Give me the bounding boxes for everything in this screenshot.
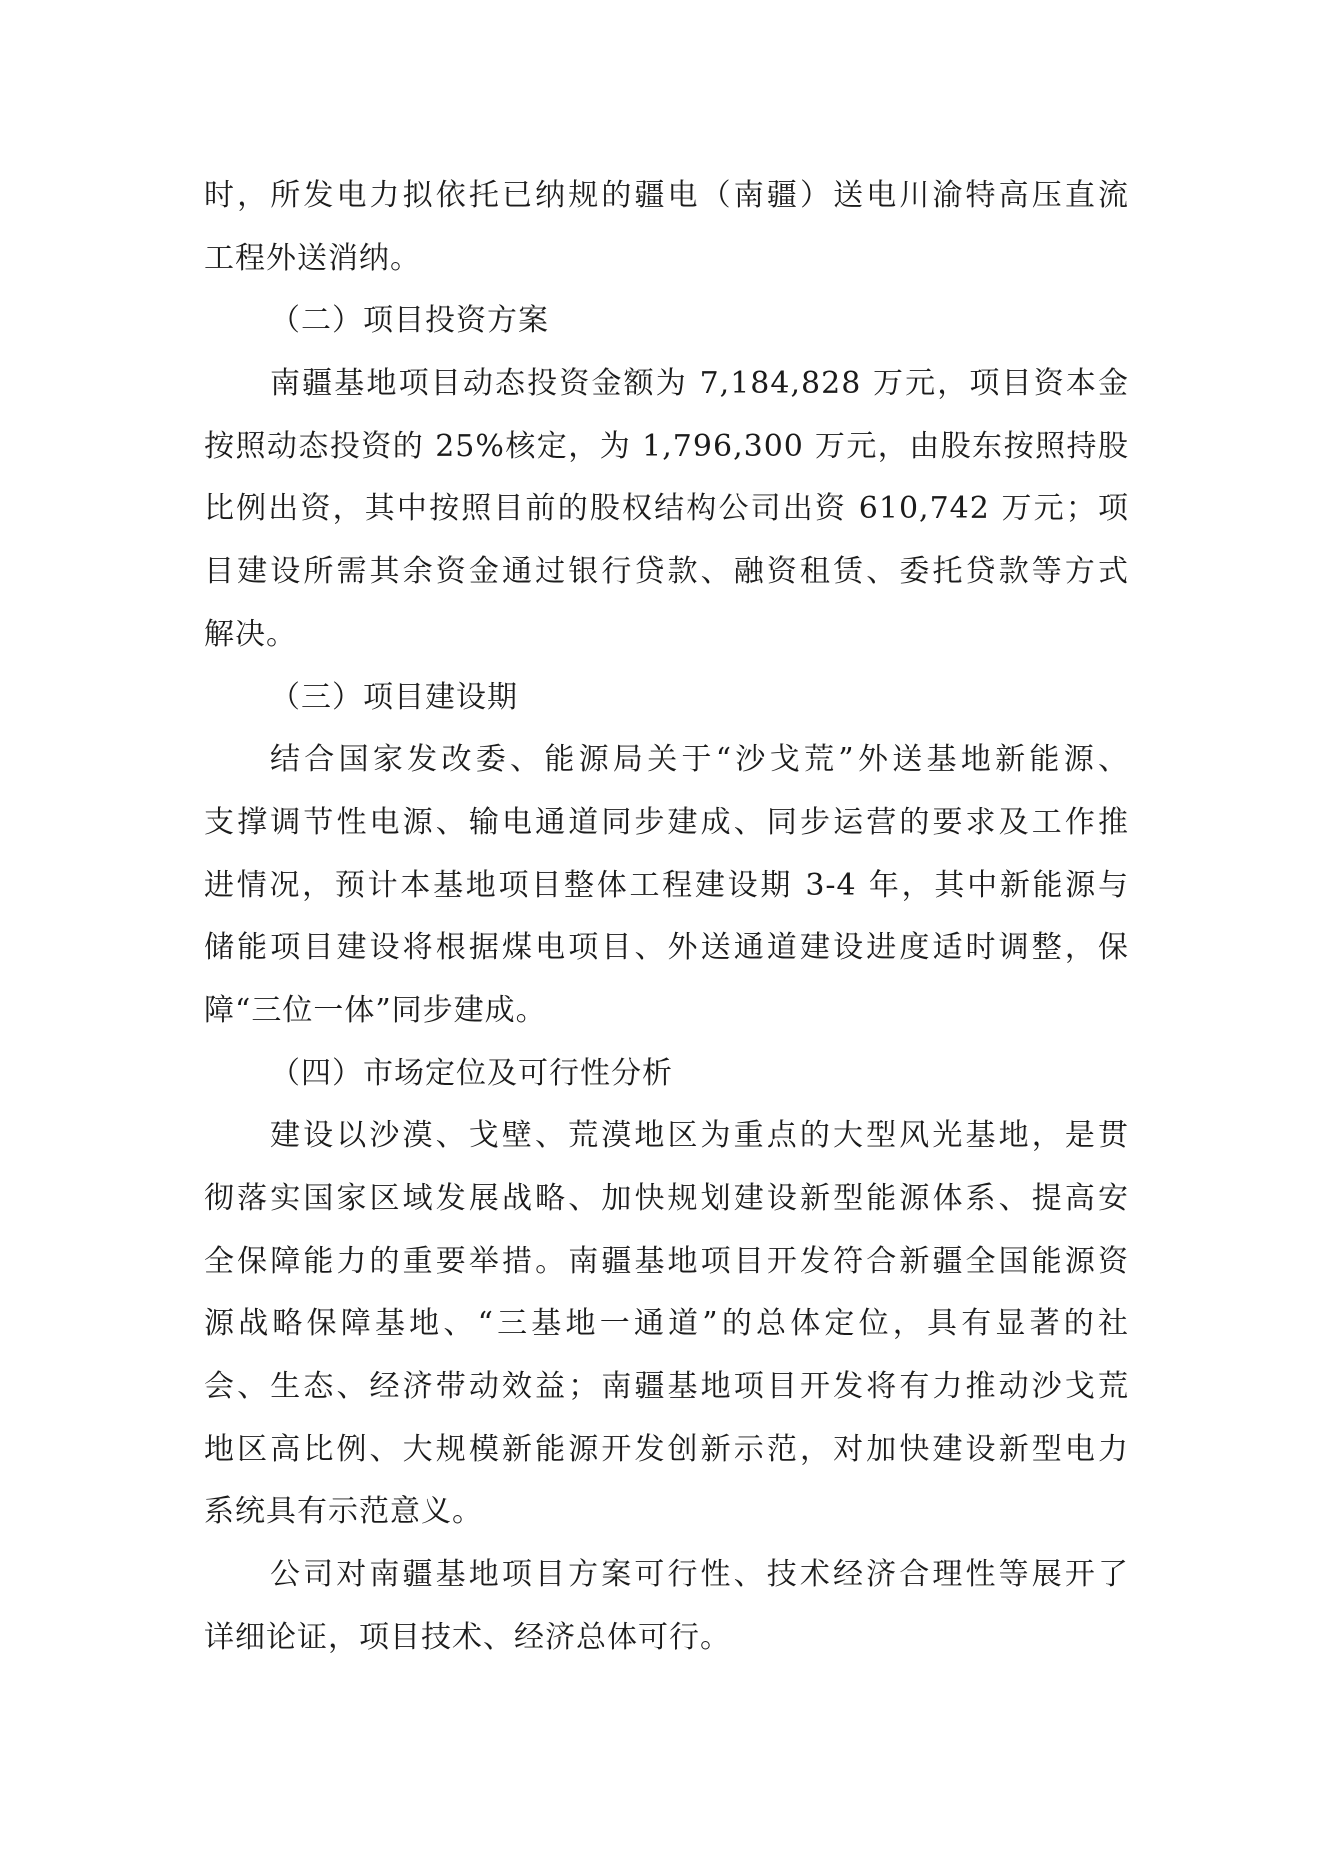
text-line: 进情况，预计本基地项目整体工程建设期 3-4 年，其中新能源与 (204, 867, 1129, 903)
document-body (204, 165, 1129, 1670)
section-construction (204, 667, 1129, 1043)
text-line: 详细论证，项目技术、经济总体可行。 (204, 1619, 731, 1655)
text-line: 解决。 (204, 616, 297, 652)
text-line: 比例出资，其中按照目前的股权结构公司出资 610,742 万元；项 (204, 491, 1129, 527)
text-line: 源战略保障基地、“三基地一通道”的总体定位，具有显著的社 (204, 1306, 1129, 1342)
text-line: 目建设所需其余资金通过银行贷款、融资租赁、委托贷款等方式 (204, 554, 1129, 590)
section-market (204, 1043, 1129, 1545)
text-line: 时，所发电力拟依托已纳规的疆电（南疆）送电川渝特高压直流 (204, 178, 1129, 213)
section-heading: （二）项目投资方案 (270, 303, 549, 339)
text-line: 系统具有示范意义。 (204, 1494, 483, 1530)
text-line: 全保障能力的重要举措。南疆基地项目开发符合新疆全国能源资 (204, 1243, 1129, 1279)
text-line: 支撑调节性电源、输电通道同步建成、同步运营的要求及工作推 (204, 804, 1129, 840)
closing-paragraph (204, 1544, 1129, 1669)
text-line: 障“三位一体”同步建成。 (204, 992, 547, 1028)
section-investment (204, 290, 1129, 666)
text-line: 南疆基地项目动态投资金额为 7,184,828 万元，项目资本金 (270, 366, 1129, 402)
text-line: 彻落实国家区域发展战略、加快规划建设新型能源体系、提高安 (204, 1181, 1129, 1216)
text-line: 工程外送消纳。 (204, 240, 421, 276)
text-line: 结合国家发改委、能源局关于“沙戈荒”外送基地新能源、 (270, 742, 1129, 778)
section-heading: （三）项目建设期 (270, 679, 518, 715)
text-line: 按照动态投资的 25%核定，为 1,796,300 万元，由股东按照持股 (204, 428, 1129, 464)
text-line: 公司对南疆基地项目方案可行性、技术经济合理性等展开了 (270, 1557, 1129, 1593)
text-line: 储能项目建设将根据煤电项目、外送通道建设进度适时调整，保 (204, 930, 1129, 966)
text-line: 建设以沙漠、戈壁、荒漠地区为重点的大型风光基地，是贯 (270, 1118, 1129, 1154)
section-heading: （四）市场定位及可行性分析 (270, 1055, 673, 1091)
text-line: 地区高比例、大规模新能源开发创新示范，对加快建设新型电力 (204, 1431, 1129, 1467)
text-line: 会、生态、经济带动效益；南疆基地项目开发将有力推动沙戈荒 (204, 1369, 1129, 1405)
intro-paragraph (204, 165, 1129, 290)
